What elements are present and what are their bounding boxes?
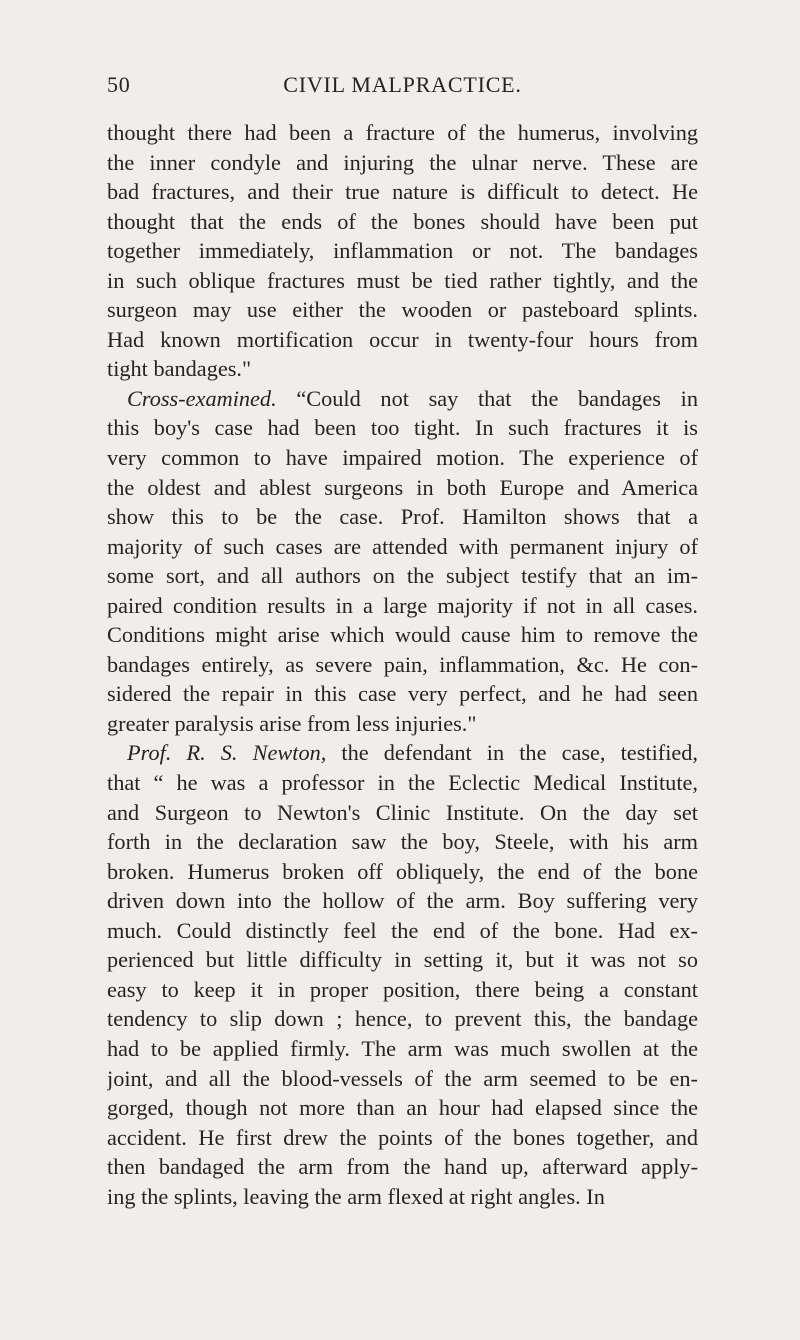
text-line: that “ he was a professor in the Eclectic Medical Institute,: [107, 770, 698, 796]
body-text: [107, 118, 698, 1211]
text-line: tendency to slip down ; hence, to prevent this, the bandage: [107, 1006, 698, 1032]
text-line: [107, 384, 698, 414]
text-line: easy to keep it in proper position, there being a constant: [107, 976, 698, 1002]
text-line: bad fractures, and their true nature is difficult to detect. He: [107, 179, 698, 205]
text-line: thought that the ends of the bones should have been put: [107, 208, 698, 234]
text-line: gorged, though not more than an hour had elapsed since the: [107, 1095, 698, 1121]
text-line: surgeon may use either the wooden or pasteboard splints.: [107, 297, 698, 323]
text-line: the oldest and ablest surgeons in both Europe and America: [107, 474, 698, 500]
text-line: majority of such cases are attended with permanent injury of: [107, 533, 698, 559]
text-line: had to be applied firmly. The arm was much swollen at the: [107, 1035, 698, 1061]
speaker-label: Prof. R. S. Newton,: [127, 740, 327, 766]
text-line: this boy's case had been too tight. In such fractures it is: [107, 415, 698, 441]
running-title: CIVIL MALPRACTICE.: [283, 72, 522, 97]
text-line: broken. Humerus broken off obliquely, the end of the bone: [107, 858, 698, 884]
text-line: and Surgeon to Newton's Clinic Institute. On the day set: [107, 799, 698, 825]
text-line: ing the splints, leaving the arm flexed at right angles. In: [107, 1183, 605, 1209]
text-line: in such oblique fractures must be tied rather tightly, and the: [107, 267, 698, 293]
text-line: some sort, and all authors on the subject testify that an im-: [107, 563, 698, 589]
text-line: much. Could distinctly feel the end of the bone. Had ex-: [107, 917, 698, 943]
line-text: “Could not say that the bandages in: [276, 385, 698, 411]
line-text: the defendant in the case, testified,: [326, 740, 698, 766]
text-line: the inner condyle and injuring the ulnar nerve. These are: [107, 149, 698, 175]
text-line: tight bandages.": [107, 356, 252, 382]
text-line: perienced but little difficulty in setting it, but it was not so: [107, 947, 698, 973]
text-line: then bandaged the arm from the hand up, afterward apply-: [107, 1154, 698, 1180]
text-line: joint, and all the blood-vessels of the arm seemed to be en-: [107, 1065, 698, 1091]
running-head: [107, 70, 698, 100]
text-line: driven down into the hollow of the arm. Boy suffering very: [107, 888, 698, 914]
text-line: show this to be the case. Prof. Hamilton shows that a: [107, 504, 698, 530]
text-line: sidered the repair in this case very perfect, and he had seen: [107, 681, 698, 707]
text-line: Conditions might arise which would cause him to remove the: [107, 622, 698, 648]
page-number: 50: [107, 72, 131, 97]
text-line: greater paralysis arise from less injuries.": [107, 710, 477, 736]
text-line: together immediately, inflammation or not. The bandages: [107, 238, 698, 264]
speaker-label: Cross-examined.: [127, 385, 277, 411]
text-line: Had known mortification occur in twenty-four hours from: [107, 326, 698, 352]
text-line: very common to have impaired motion. The experience of: [107, 445, 698, 471]
text-line: paired condition results in a large majority if not in all cases.: [107, 592, 698, 618]
text-line: [107, 738, 698, 768]
text-line: bandages entirely, as severe pain, inflammation, &c. He con-: [107, 651, 698, 677]
text-line: accident. He first drew the points of the bones together, and: [107, 1124, 698, 1150]
text-line: forth in the declaration saw the boy, Steele, with his arm: [107, 829, 698, 855]
text-line: thought there had been a fracture of the humerus, involving: [107, 120, 698, 145]
